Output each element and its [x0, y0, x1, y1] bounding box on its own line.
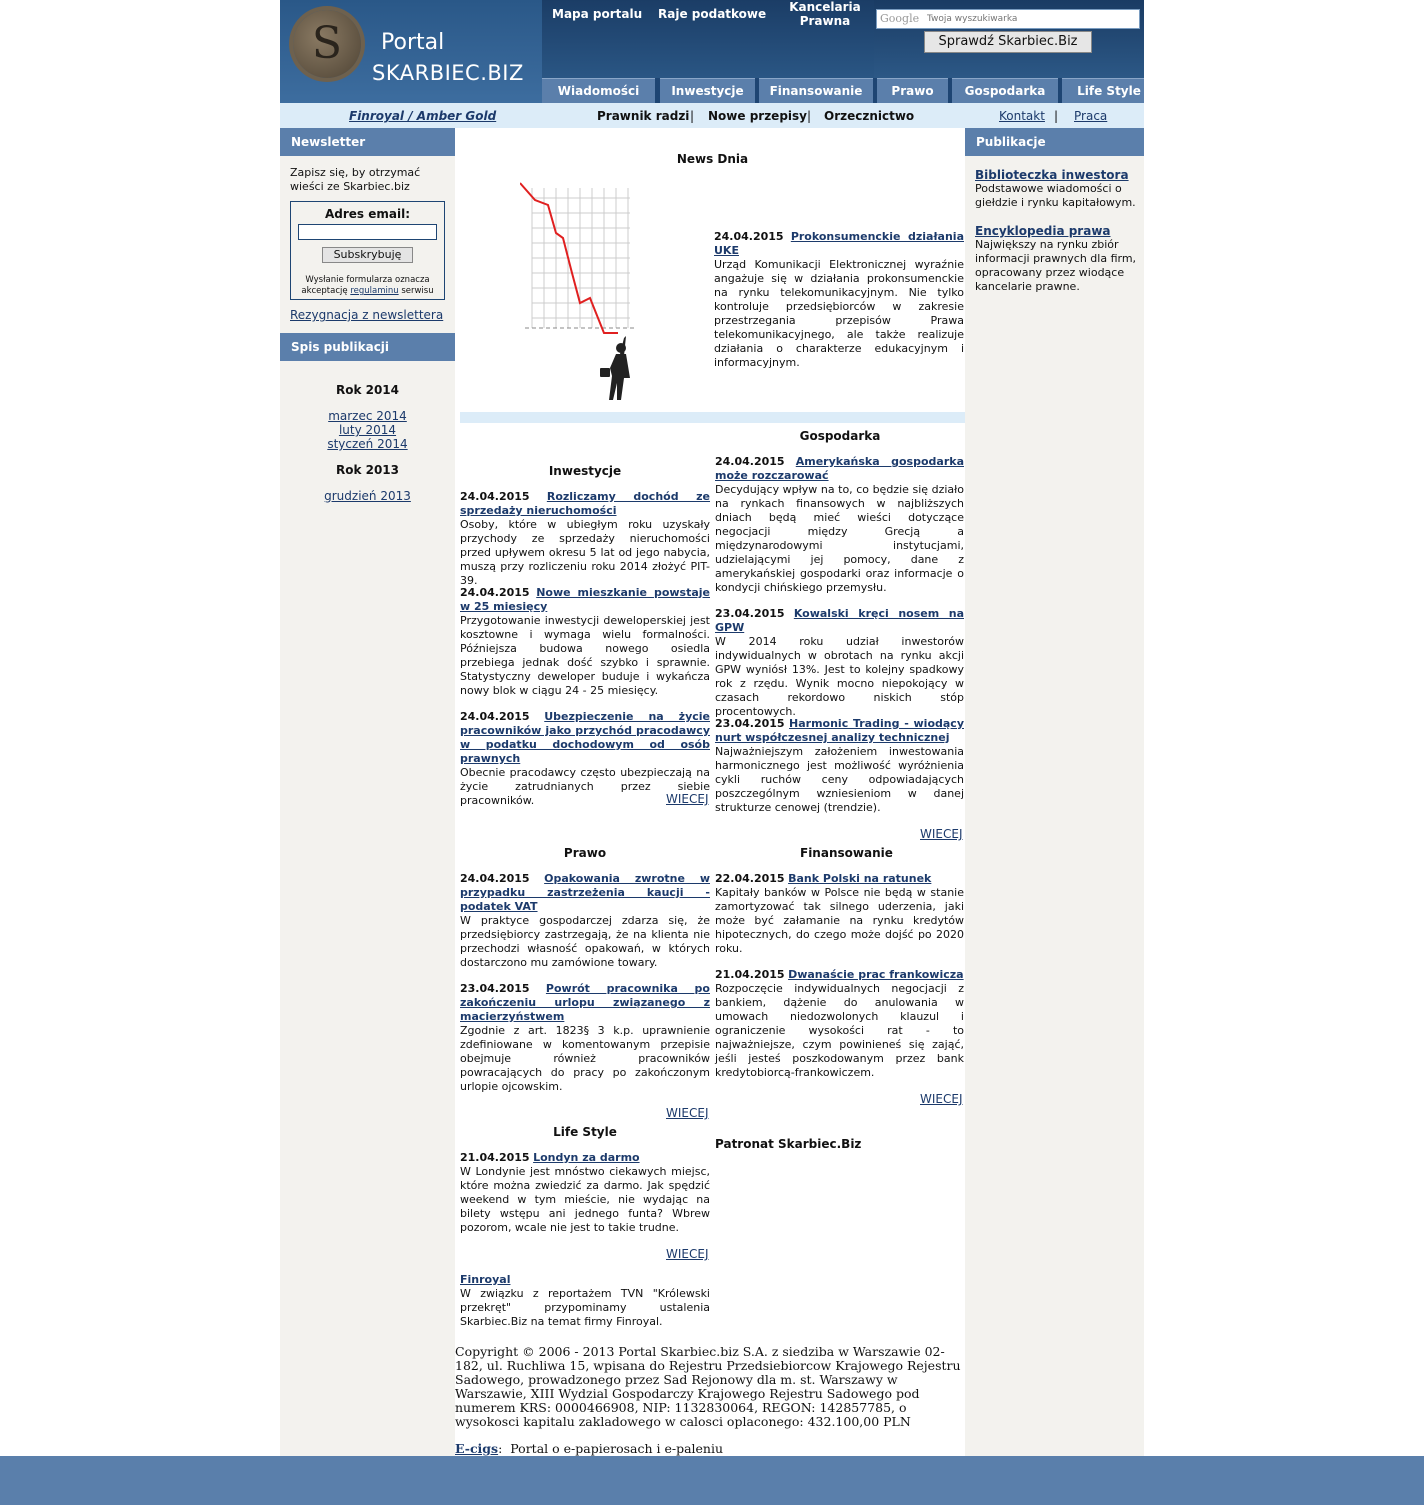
- separator: |: [1054, 109, 1059, 123]
- site-header: [280, 0, 1144, 103]
- page-bottom-band: [0, 1456, 1424, 1505]
- article-link[interactable]: Kowalski kręci nosem na GPW: [715, 607, 964, 634]
- main-content: [455, 128, 965, 1456]
- article-link[interactable]: Nowe mieszkanie powstaje w 25 miesięcy: [460, 586, 710, 613]
- tab-wiadomosci[interactable]: Wiadomości: [542, 78, 655, 103]
- consent-post: serwisu: [398, 286, 434, 296]
- inwestycje-article: [460, 586, 710, 698]
- inwestycje-more-link[interactable]: WIECEJ: [666, 792, 709, 806]
- tab-life-style[interactable]: Life Style: [1062, 78, 1144, 103]
- seal-icon: S: [293, 10, 361, 78]
- finansowanie-more-link[interactable]: WIECEJ: [920, 1092, 963, 1106]
- lifestyle-article: [460, 1151, 710, 1235]
- article-date: 23.04.2015: [715, 717, 785, 730]
- nav-mapa-portalu[interactable]: Mapa portalu: [552, 7, 643, 21]
- gospodarka-article: [715, 455, 964, 595]
- finansowanie-heading: Finansowanie: [800, 846, 893, 860]
- left-sidebar: [280, 128, 455, 1456]
- article-text: Zgodnie z art. 1823§ 3 k.p. uprawnienie zdefiniowane w komentowanym przepisie obejmuje również pracowników powracających do pracy po zakończonym urlopie ojcowskim.: [460, 1024, 710, 1093]
- tab-prawo[interactable]: Prawo: [877, 78, 948, 103]
- news-dnia-article: [714, 230, 964, 370]
- separator: |: [807, 109, 812, 123]
- prawo-article: [460, 872, 710, 970]
- prawo-more-link[interactable]: WIECEJ: [666, 1106, 709, 1120]
- article-date: 21.04.2015: [715, 968, 785, 981]
- patronat-heading: Patronat Skarbiec.Biz: [715, 1137, 862, 1151]
- footer-ecigs: E-cigs: Portal o e-papierosach i e-paleniu: [455, 1441, 724, 1456]
- link-finroyal-amber-gold[interactable]: Finroyal / Amber Gold: [349, 109, 497, 123]
- footer-copyright: Copyright © 2006 - 2013 Portal Skarbiec.biz S.A. z siedziba w Warszawie 02-182, ul. Ruchliwa 15, wpisana do Rejestru Przedsiebiorcow Krajowego Rejestru Sadowego, prowadzonego przez Sad Rejonowy dla m. st. Warszawy w Warszawie, XIII Wydzial Gospodarczy Krajowego Rejestru Sadowego pod numerem KRS: 0000466908, NIP: 1132830064, REGON: 142857785, o wysokosci kapitalu zakladowego w calosci oplaconego: 432.100,00 PLN: [455, 1344, 961, 1429]
- tab-gospodarka[interactable]: Gospodarka: [952, 78, 1058, 103]
- ecigs-link[interactable]: E-cigs: [455, 1441, 499, 1456]
- article-link[interactable]: Powrót pracownika po zakończeniu urlopu związanego z macierzyństwem: [460, 982, 710, 1023]
- article-date: 24.04.2015: [460, 710, 530, 723]
- logo-portal-text: Portal: [381, 30, 445, 55]
- section-divider: [460, 412, 965, 423]
- top-nav: [542, 0, 874, 78]
- gospodarka-article: [715, 607, 964, 719]
- newsletter-intro: Zapisz się, by otrzymać wieści ze Skarbiec.biz: [290, 166, 421, 193]
- separator: |: [690, 109, 695, 123]
- link-biblioteczka-inwestora[interactable]: Biblioteczka inwestora: [975, 168, 1129, 182]
- lifestyle-heading: Life Style: [553, 1125, 617, 1139]
- year-2014-heading: Rok 2014: [335, 383, 400, 397]
- article-link[interactable]: Ubezpieczenie na życie pracowników jako przychód pracodawcy w podatku dochodowym od osób prawnych: [460, 710, 710, 765]
- article-link[interactable]: Prokonsumenckie działania UKE: [714, 230, 965, 257]
- article-date: 24.04.2015: [714, 230, 784, 243]
- link-kontakt[interactable]: Kontakt: [999, 109, 1045, 123]
- article-date: 24.04.2015: [715, 455, 785, 468]
- spis-publikacji-header: Spis publikacji: [280, 333, 455, 361]
- logo-name-text: SKARBIEC.BIZ: [372, 61, 524, 85]
- inwestycje-heading: Inwestycje: [548, 464, 622, 478]
- article-date: 23.04.2015: [460, 982, 530, 995]
- news-dnia-heading: News Dnia: [676, 152, 749, 166]
- subscribe-button[interactable]: Subskrybuję: [322, 247, 413, 263]
- gospodarka-more-link[interactable]: WIECEJ: [920, 827, 963, 841]
- article-link[interactable]: Amerykańska gospodarka może rozczarować: [715, 455, 964, 482]
- article-text: Rozpoczęcie indywidualnych negocjacji z bankiem, dążenie do anulowania w umowach niedozwolonych klauzul i ograniczenie wysokości rat - to najważniejsze, czym powinieneś się zająć, jeśli jesteś poszkodowanym przez bank kredytobiorcą-frankowiczem.: [715, 982, 964, 1079]
- link-prawnik-radzi[interactable]: Prawnik radzi: [597, 109, 690, 123]
- falling-chart-illustration: [520, 178, 650, 406]
- archive-link-marzec-2014[interactable]: marzec 2014: [328, 409, 407, 423]
- sub-nav: [280, 103, 1144, 128]
- article-link[interactable]: Harmonic Trading - wiodący nurt współczesnej analizy technicznej: [715, 717, 964, 744]
- year-2013-heading: Rok 2013: [335, 463, 400, 477]
- article-text: Kapitały banków w Polsce nie będą w stanie zamortyzować tak silnego uderzenia, jaki może być załamanie na rynku kredytów hipotecznych, do czego może dojść po 2020 roku.: [715, 886, 964, 955]
- nav-kancelaria-prawna[interactable]: Kancelaria Prawna: [789, 0, 861, 28]
- email-field[interactable]: [298, 224, 437, 240]
- article-text: W Londynie jest mnóstwo ciekawych miejsc, które można zwiedzić za darmo. Jak spędzić weekend w tym mieście, nie wydając na bilety wstępu ani jednego funta? Wbrew pozorom, wcale nie jest to takie trudne.: [460, 1165, 710, 1234]
- site-logo[interactable]: [280, 0, 542, 103]
- article-text: Urząd Komunikacji Elektronicznej wyraźnie angażuje się w działania prokonsumenckie na rynku telekomunikacyjnym. Nie tylko kontroluje przedsiębiorców w zakresie przestrzegania przepisów Prawa telekomunikacyjnego, ale także realizuje działania o charakterze edukacyjnym i informacyjnym.: [714, 258, 964, 369]
- article-text: Najważniejszym założeniem inwestowania harmonicznego jest możliwość wyróżnienia cykli ruchów ceny odpowiadających poszczególnym wzniesieniom w danej strukturze cenowej (trendzie).: [715, 745, 964, 814]
- article-link[interactable]: Opakowania zwrotne w przypadku zastrzeżenia kaucji - podatek VAT: [460, 872, 710, 913]
- prawo-heading: Prawo: [563, 846, 607, 860]
- publikacje-header: Publikacje: [965, 128, 1144, 156]
- google-logo: Google: [880, 12, 920, 25]
- article-date: 23.04.2015: [715, 607, 785, 620]
- article-link[interactable]: Londyn za darmo: [533, 1151, 640, 1164]
- article-link[interactable]: Rozliczamy dochód ze sprzedaży nieruchomości: [460, 490, 711, 517]
- consent-text: [295, 275, 440, 297]
- gospodarka-article: [715, 717, 964, 815]
- article-link[interactable]: Dwanaście prac frankowicza: [788, 968, 964, 981]
- article-date: 24.04.2015: [460, 490, 530, 503]
- article-text: W 2014 roku udział inwestorów indywidualnych w obrotach na rynku akcji GPW wyniósł 13%. Jest to kolejny spadkowy rok z rzędu. Wynik mocno niepokojący w czasach rekordowo niskich stóp procentowych.: [715, 635, 964, 718]
- article-text: Osoby, które w ubiegłym roku uzyskały przychody ze sprzedaży nieruchomości przed upływem okresu 5 lat od jego nabycia, muszą przy rozliczeniu roku 2014 złożyć PIT-39.: [460, 518, 710, 587]
- regulamin-link[interactable]: regulaminu: [350, 286, 399, 296]
- archive-link-luty-2014[interactable]: luty 2014: [338, 423, 397, 437]
- tab-inwestycje[interactable]: Inwestycje: [660, 78, 755, 103]
- newsletter-form: [290, 201, 445, 300]
- finansowanie-article: [715, 968, 964, 1080]
- lifestyle-more-link[interactable]: WIECEJ: [666, 1247, 709, 1261]
- main-nav: [542, 78, 1144, 103]
- encyklopedia-description: Największy na rynku zbiór informacji prawnych dla firm, opracowany przez wiodące kancelarie prawne.: [975, 238, 1137, 293]
- consent-pre: Wysłanie formularza oznacza akceptację: [301, 275, 430, 296]
- search-area: [874, 0, 1144, 78]
- archive-link-styczen-2014[interactable]: styczeń 2014: [327, 437, 408, 451]
- tab-finansowanie[interactable]: Finansowanie: [759, 78, 873, 103]
- article-date: 22.04.2015: [715, 872, 785, 885]
- prawo-article: [460, 982, 710, 1094]
- gospodarka-heading: Gospodarka: [799, 429, 881, 443]
- page-container: [280, 0, 1144, 1456]
- ecigs-text: Portal o e-papierosach i e-paleniu: [510, 1441, 724, 1456]
- article-text: Obecnie pracodawcy często ubezpieczają na życie zatrudnianych przez siebie pracowników.: [460, 766, 710, 807]
- article-link[interactable]: Finroyal: [460, 1273, 511, 1286]
- article-date: 21.04.2015: [460, 1151, 530, 1164]
- article-link[interactable]: Bank Polski na ratunek: [788, 872, 932, 885]
- link-nowe-przepisy[interactable]: Nowe przepisy: [708, 109, 807, 123]
- article-text: W praktyce gospodarczej zdarza się, że przedsiębiorcy zastrzegają, że na klienta nie przechodzi własność opakowań, w których dostarczono mu zamówione towary.: [460, 914, 710, 969]
- inwestycje-article: [460, 490, 710, 588]
- right-sidebar: [965, 128, 1144, 1456]
- nav-raje-podatkowe[interactable]: Raje podatkowe: [658, 7, 767, 21]
- article-text: Decydujący wpływ na to, co będzie się działo na rynkach finansowych w najbliższych dniach będą mieć wieści dotyczące negocjacji między Grecją a międzynarodowymi instytucjami, udzielającymi jej pomocy, dane z amerykańskiej gospodarki oraz informacje o kondycji chińskiego przemysłu.: [715, 483, 964, 594]
- unsubscribe-link[interactable]: Rezygnacja z newslettera: [290, 308, 444, 322]
- finansowanie-article: [715, 872, 964, 956]
- article-text: W związku z reportażem TVN "Królewski przekręt" przypominamy ustalenia Skarbiec.Biz na temat firmy Finroyal.: [460, 1287, 710, 1328]
- newsletter-header: Newsletter: [280, 128, 455, 156]
- biblioteczka-description: Podstawowe wiadomości o giełdzie i rynku kapitałowym.: [975, 182, 1136, 209]
- email-label: Adres email:: [324, 207, 411, 221]
- article-text: Przygotowanie inwestycji deweloperskiej jest kosztowne i wymaga wielu formalności. Późniejsza budowa nowego osiedla przebiega jednak dość szybko i sprawnie. Statystyczny deweloper buduje i wykańcza nowy blok w ciągu 24 - 25 miesięcy.: [460, 614, 710, 697]
- archive-link-grudzien-2013[interactable]: grudzień 2013: [324, 489, 411, 503]
- article-date: 24.04.2015: [460, 872, 530, 885]
- link-praca[interactable]: Praca: [1074, 109, 1108, 123]
- article-date: 24.04.2015: [460, 586, 530, 599]
- link-encyklopedia-prawa[interactable]: Encyklopedia prawa: [975, 224, 1111, 238]
- link-orzecznictwo[interactable]: Orzecznictwo: [824, 109, 915, 123]
- finroyal-article: [460, 1273, 710, 1329]
- search-button[interactable]: Sprawdź Skarbiec.Biz: [924, 31, 1092, 53]
